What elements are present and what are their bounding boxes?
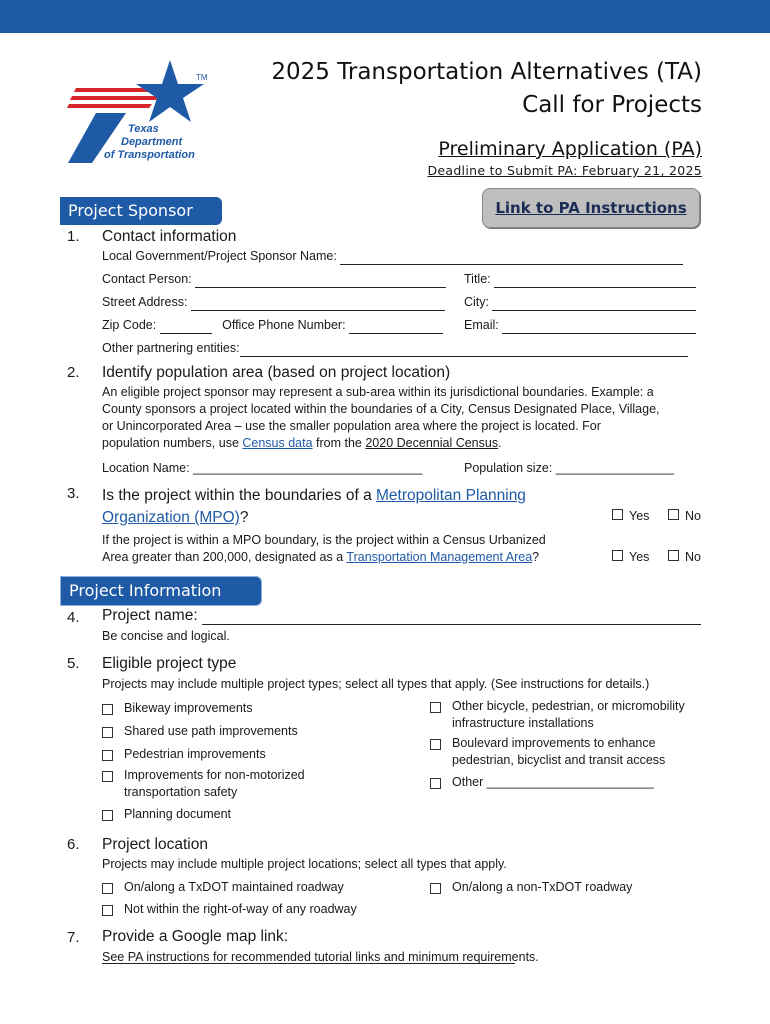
q4-note: Be concise and logical. [102,629,230,643]
zip-field[interactable] [160,321,212,334]
option-label: Boulevard improvements to enhance pedestrian, bicyclist and transit access [452,736,666,767]
q1-number: 1. [67,228,80,245]
phone-label: Office Phone Number: [222,318,346,332]
q1-title: Contact information [102,228,237,245]
q3b-yes-label: Yes [629,550,650,564]
zip-phone-row [102,317,443,334]
q3-no-label: No [685,509,701,523]
q2-body-text: population numbers, use [102,436,243,450]
partners-row [102,340,688,357]
zip-label: Zip Code: [102,318,157,332]
q2-body-period: . [498,436,502,450]
project-type-option[interactable] [102,746,402,763]
checkbox-icon[interactable] [612,550,623,561]
decennial-census-link[interactable]: 2020 Decennial Census [365,436,499,450]
section-project-sponsor: Project Sponsor [60,197,222,225]
title-line-2: Call for Projects [522,92,702,118]
title-row [464,271,696,288]
q3b-no-option[interactable] [668,549,701,566]
sponsor-name-label: Local Government/Project Sponsor Name: [102,249,337,263]
census-data-link[interactable]: Census data [242,436,313,450]
email-field[interactable] [502,321,696,334]
option-label: On/along a non-TxDOT roadway [452,880,633,894]
q3-title-text: Is the project within the boundaries of a [102,487,376,504]
sponsor-name-field[interactable] [340,252,683,265]
q6-note: Projects may include multiple project locations; select all types that apply. [102,857,507,871]
sponsor-name-row [102,248,702,265]
option-label: Improvements for non-motorized transportation safety [124,768,305,799]
project-type-option[interactable] [102,767,332,801]
q2-body-text-2: from the [312,436,366,450]
contact-person-label: Contact Person: [102,272,192,286]
pa-instructions-link-button[interactable]: Link to PA Instructions [482,188,700,228]
project-type-option[interactable] [430,735,710,769]
q5-title: Eligible project type [102,655,237,672]
checkbox-icon[interactable] [102,727,113,738]
city-field[interactable] [492,298,696,311]
q2-body-line-1: An eligible project sponsor may represent a sub-area within its jurisdictional boundaries. Example: a [102,385,654,399]
checkbox-icon[interactable] [102,750,113,761]
q3-sub-line-1: If the project is within a MPO boundary, is the project within a Census Urbanized [102,533,546,547]
mpo-link[interactable]: Metropolitan Planning [376,487,526,504]
street-field[interactable] [191,298,445,311]
q3-sub-question [102,532,592,566]
q4-number: 4. [67,609,80,626]
logo-text-department: Department [121,136,183,148]
title-field[interactable] [494,275,696,288]
txdot-logo [66,58,216,168]
project-type-option[interactable] [102,700,402,717]
checkbox-icon[interactable] [102,883,113,894]
q4-row [102,607,702,625]
checkbox-icon[interactable] [430,778,441,789]
q2-body-line-2: County sponsors a project located within the boundaries of a City, Census Designated Place, Village, [102,402,660,416]
q2-body-line-3: or Unincorporated Area – use the smaller population area where the project is located. For [102,419,601,433]
q4-title: Project name: [102,607,198,624]
option-label: Bikeway improvements [124,701,253,715]
logo-tm: TM [196,73,208,82]
project-type-option-other[interactable] [430,774,710,791]
deadline-text: Deadline to Submit PA: February 21, 2025 [427,163,702,178]
checkbox-icon[interactable] [102,704,113,715]
q6-number: 6. [67,836,80,853]
q3-title [102,485,582,529]
q3b-yes-option[interactable] [612,549,649,566]
location-option[interactable] [430,879,710,896]
tma-link[interactable]: Transportation Management Area [346,550,533,564]
title-line-1: 2025 Transportation Alternatives (TA) [271,59,702,85]
city-label: City: [464,295,489,309]
location-option[interactable] [102,901,422,918]
page-subtitle: Preliminary Application (PA) [438,138,702,160]
q3-sub-question-mark: ? [532,550,540,564]
q3b-no-label: No [685,550,701,564]
title-label: Title: [464,272,491,286]
email-row [464,317,696,334]
contact-person-field[interactable] [195,275,446,288]
q7-note: See PA instructions for recommended tutorial links and minimum requirements. [102,950,539,964]
q5-note: Projects may include multiple project types; select all types that apply. (See instructions for details.) [102,677,650,691]
project-type-option[interactable] [430,698,710,732]
contact-person-row [102,271,446,288]
checkbox-icon[interactable] [430,702,441,713]
checkbox-icon[interactable] [102,905,113,916]
top-banner [0,0,770,33]
q3-sub-text: Area greater than 200,000, designated as a [102,550,347,564]
location-option[interactable] [102,879,402,896]
partners-label: Other partnering entities: [102,341,240,355]
project-name-field[interactable] [202,610,701,625]
option-label: Pedestrian improvements [124,747,266,761]
location-name-field[interactable]: Location Name: _________________________________ [102,461,423,475]
street-label: Street Address: [102,295,188,309]
q3-yes-option[interactable] [612,508,649,525]
checkbox-icon[interactable] [430,739,441,750]
logo-text-texas: Texas [128,123,159,135]
option-label: Other ________________________ [452,775,654,789]
option-label: Not within the right-of-way of any roadway [124,902,357,916]
checkbox-icon[interactable] [612,509,623,520]
checkbox-icon[interactable] [102,810,113,821]
checkbox-icon[interactable] [668,509,679,520]
q3-question-mark: ? [239,509,249,526]
q5-number: 5. [67,655,80,672]
q2-body-line-4 [102,435,712,452]
q2-title: Identify population area (based on project location) [102,364,451,381]
phone-field[interactable] [349,321,443,334]
project-type-option[interactable] [102,806,402,823]
q3-sub-line-2 [102,549,592,566]
option-label: Other bicycle, pedestrian, or micromobility infrastructure installations [452,699,685,730]
option-label: Shared use path improvements [124,724,298,738]
mpo-link-cont[interactable]: Organization (MPO) [102,509,240,526]
checkbox-icon[interactable] [102,771,113,782]
q3-yes-label: Yes [629,509,650,523]
option-label: Planning document [124,807,232,821]
q7-number: 7. [67,929,80,946]
partners-field[interactable] [240,344,688,357]
option-label: On/along a TxDOT maintained roadway [124,880,344,894]
q2-description [102,384,712,452]
q6-title: Project location [102,836,208,853]
q7-title: Provide a Google map link: [102,928,289,945]
street-row [102,294,445,311]
checkbox-icon[interactable] [430,883,441,894]
q3-no-option[interactable] [668,508,701,525]
q3-number: 3. [67,485,80,502]
population-size-field[interactable]: Population size: _________________ [464,461,674,475]
city-row [464,294,696,311]
checkbox-icon[interactable] [668,550,679,561]
page-title [271,56,702,122]
logo-text-transportation: of Transportation [104,149,195,161]
email-label: Email: [464,318,499,332]
project-type-option[interactable] [102,723,402,740]
q2-number: 2. [67,364,80,381]
section-project-information: Project Information [60,576,262,606]
